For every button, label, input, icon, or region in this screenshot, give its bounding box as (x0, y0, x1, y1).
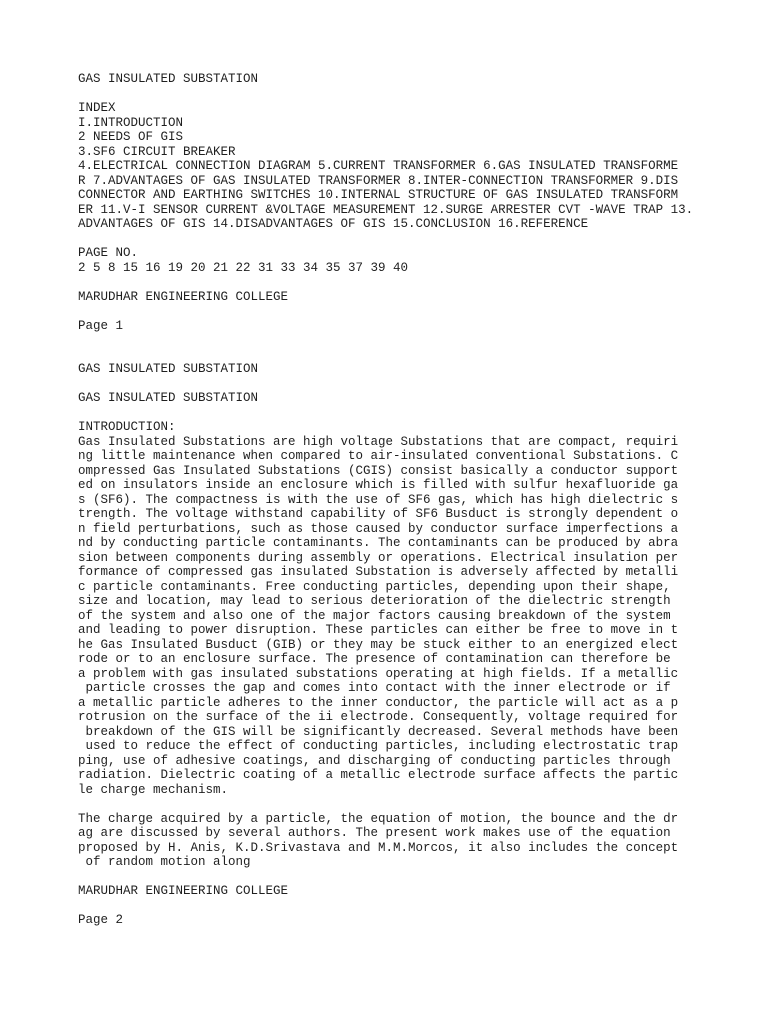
paragraph-line: he Gas Insulated Busduct (GIB) or they may be stuck either to an energized elect (78, 637, 679, 652)
paragraph-line: The charge acquired by a particle, the equation of motion, the bounce and the dr (78, 811, 679, 826)
page-label: Page 2 (78, 913, 124, 927)
paragraph-line: ompressed Gas Insulated Substations (CGIS) consist basically a conductor support (78, 463, 679, 478)
paragraph-line: a problem with gas insulated substations operating at high fields. If a metallic (78, 666, 679, 681)
paragraph-line: ng little maintenance when compared to air-insulated conventional Substations. C (78, 449, 679, 463)
college-footer: MARUDHAR ENGINEERING COLLEGE (78, 884, 289, 898)
paragraph-line: used to reduce the effect of conducting particles, including electrostatic trap (78, 739, 679, 753)
paragraph-line: Gas Insulated Substations are high voltage Substations that are compact, requiri (78, 434, 679, 449)
paragraph-line: radiation. Dielectric coating of a metallic electrode surface affects the partic (78, 768, 679, 782)
index-line: R 7.ADVANTAGES OF GAS INSULATED TRANSFORMER 8.INTER-CONNECTION TRANSFORMER 9.DIS (78, 173, 679, 188)
paragraph-line: n field perturbations, such as those caused by conductor surface imperfections a (78, 521, 679, 536)
index-line: ER 11.V-I SENSOR CURRENT &VOLTAGE MEASUREMENT 12.SURGE ARRESTER CVT -WAVE TRAP 13. (78, 202, 694, 217)
paragraph-line: of the system and also one of the major factors causing breakdown of the system (78, 608, 671, 623)
index-line: 3.SF6 CIRCUIT BREAKER (78, 144, 236, 159)
index-heading: INDEX (78, 101, 116, 115)
paragraph-line: le charge mechanism. (78, 782, 229, 797)
paragraph-line: of random motion along (78, 855, 251, 869)
paragraph-line: sion between components during assembly or operations. Electrical insulation per (78, 550, 679, 565)
paragraph-line: and leading to power disruption. These particles can either be free to move in t (78, 623, 679, 637)
index-line: 2 NEEDS OF GIS (78, 130, 184, 144)
paragraph-line: ed on insulators inside an enclosure which is filled with sulfur hexafluoride ga (78, 478, 679, 492)
paragraph-line: ag are discussed by several authors. The present work makes use of the equation (78, 826, 671, 840)
college-footer: MARUDHAR ENGINEERING COLLEGE (78, 289, 289, 304)
paragraph-line: nd by conducting particle contaminants. The contaminants can be produced by abra (78, 536, 679, 550)
page-numbers: 2 5 8 15 16 19 20 21 22 31 33 34 35 37 39 40 (78, 260, 409, 275)
section-title: GAS INSULATED SUBSTATION (78, 391, 259, 405)
paragraph-line: breakdown of the GIS will be significantly decreased. Several methods have been (78, 724, 679, 739)
page-no-heading: PAGE NO. (78, 246, 139, 260)
paragraph-line: rotrusion on the surface of the ii electrode. Consequently, voltage required for (78, 710, 679, 724)
index-line: 4.ELECTRICAL CONNECTION DIAGRAM 5.CURRENT TRANSFORMER 6.GAS INSULATED TRANSFORME (78, 159, 679, 173)
doc-title: GAS INSULATED SUBSTATION (78, 72, 259, 86)
paragraph-line: trength. The voltage withstand capability of SF6 Busduct is strongly dependent o (78, 507, 679, 521)
index-line: I.INTRODUCTION (78, 115, 184, 130)
paragraph-line: c particle contaminants. Free conducting particles, depending upon their shape, (78, 579, 671, 594)
paragraph-line: proposed by H. Anis, K.D.Srivastava and M.M.Morcos, it also includes the concept (78, 840, 679, 855)
paragraph-line: s (SF6). The compactness is with the use of SF6 gas, which has high dielectric s (78, 492, 679, 507)
section-title: GAS INSULATED SUBSTATION (78, 362, 259, 376)
paragraph-line: rode or to an enclosure surface. The presence of contamination can therefore be (78, 652, 671, 666)
paragraph-line: particle crosses the gap and comes into contact with the inner electrode or if (78, 681, 671, 695)
document-page (78, 72, 728, 928)
index-list (78, 116, 728, 232)
paragraph-line: ping, use of adhesive coatings, and discharging of conducting particles through (78, 753, 671, 768)
introduction-paragraph (78, 435, 728, 798)
index-line: CONNECTOR AND EARTHING SWITCHES 10.INTERNAL STRUCTURE OF GAS INSULATED TRANSFORM (78, 188, 679, 202)
paragraph-line: a metallic particle adheres to the inner conductor, the particle will act as a p (78, 695, 679, 710)
charge-paragraph (78, 812, 728, 870)
paragraph-line: size and location, may lead to serious deterioration of the dielectric strength (78, 594, 671, 608)
introduction-heading: INTRODUCTION: (78, 420, 176, 434)
index-line: ADVANTAGES OF GIS 14.DISADVANTAGES OF GIS 15.CONCLUSION 16.REFERENCE (78, 217, 589, 231)
paragraph-line: formance of compressed gas insulated Substation is adversely affected by metalli (78, 565, 679, 579)
page-label: Page 1 (78, 318, 124, 333)
